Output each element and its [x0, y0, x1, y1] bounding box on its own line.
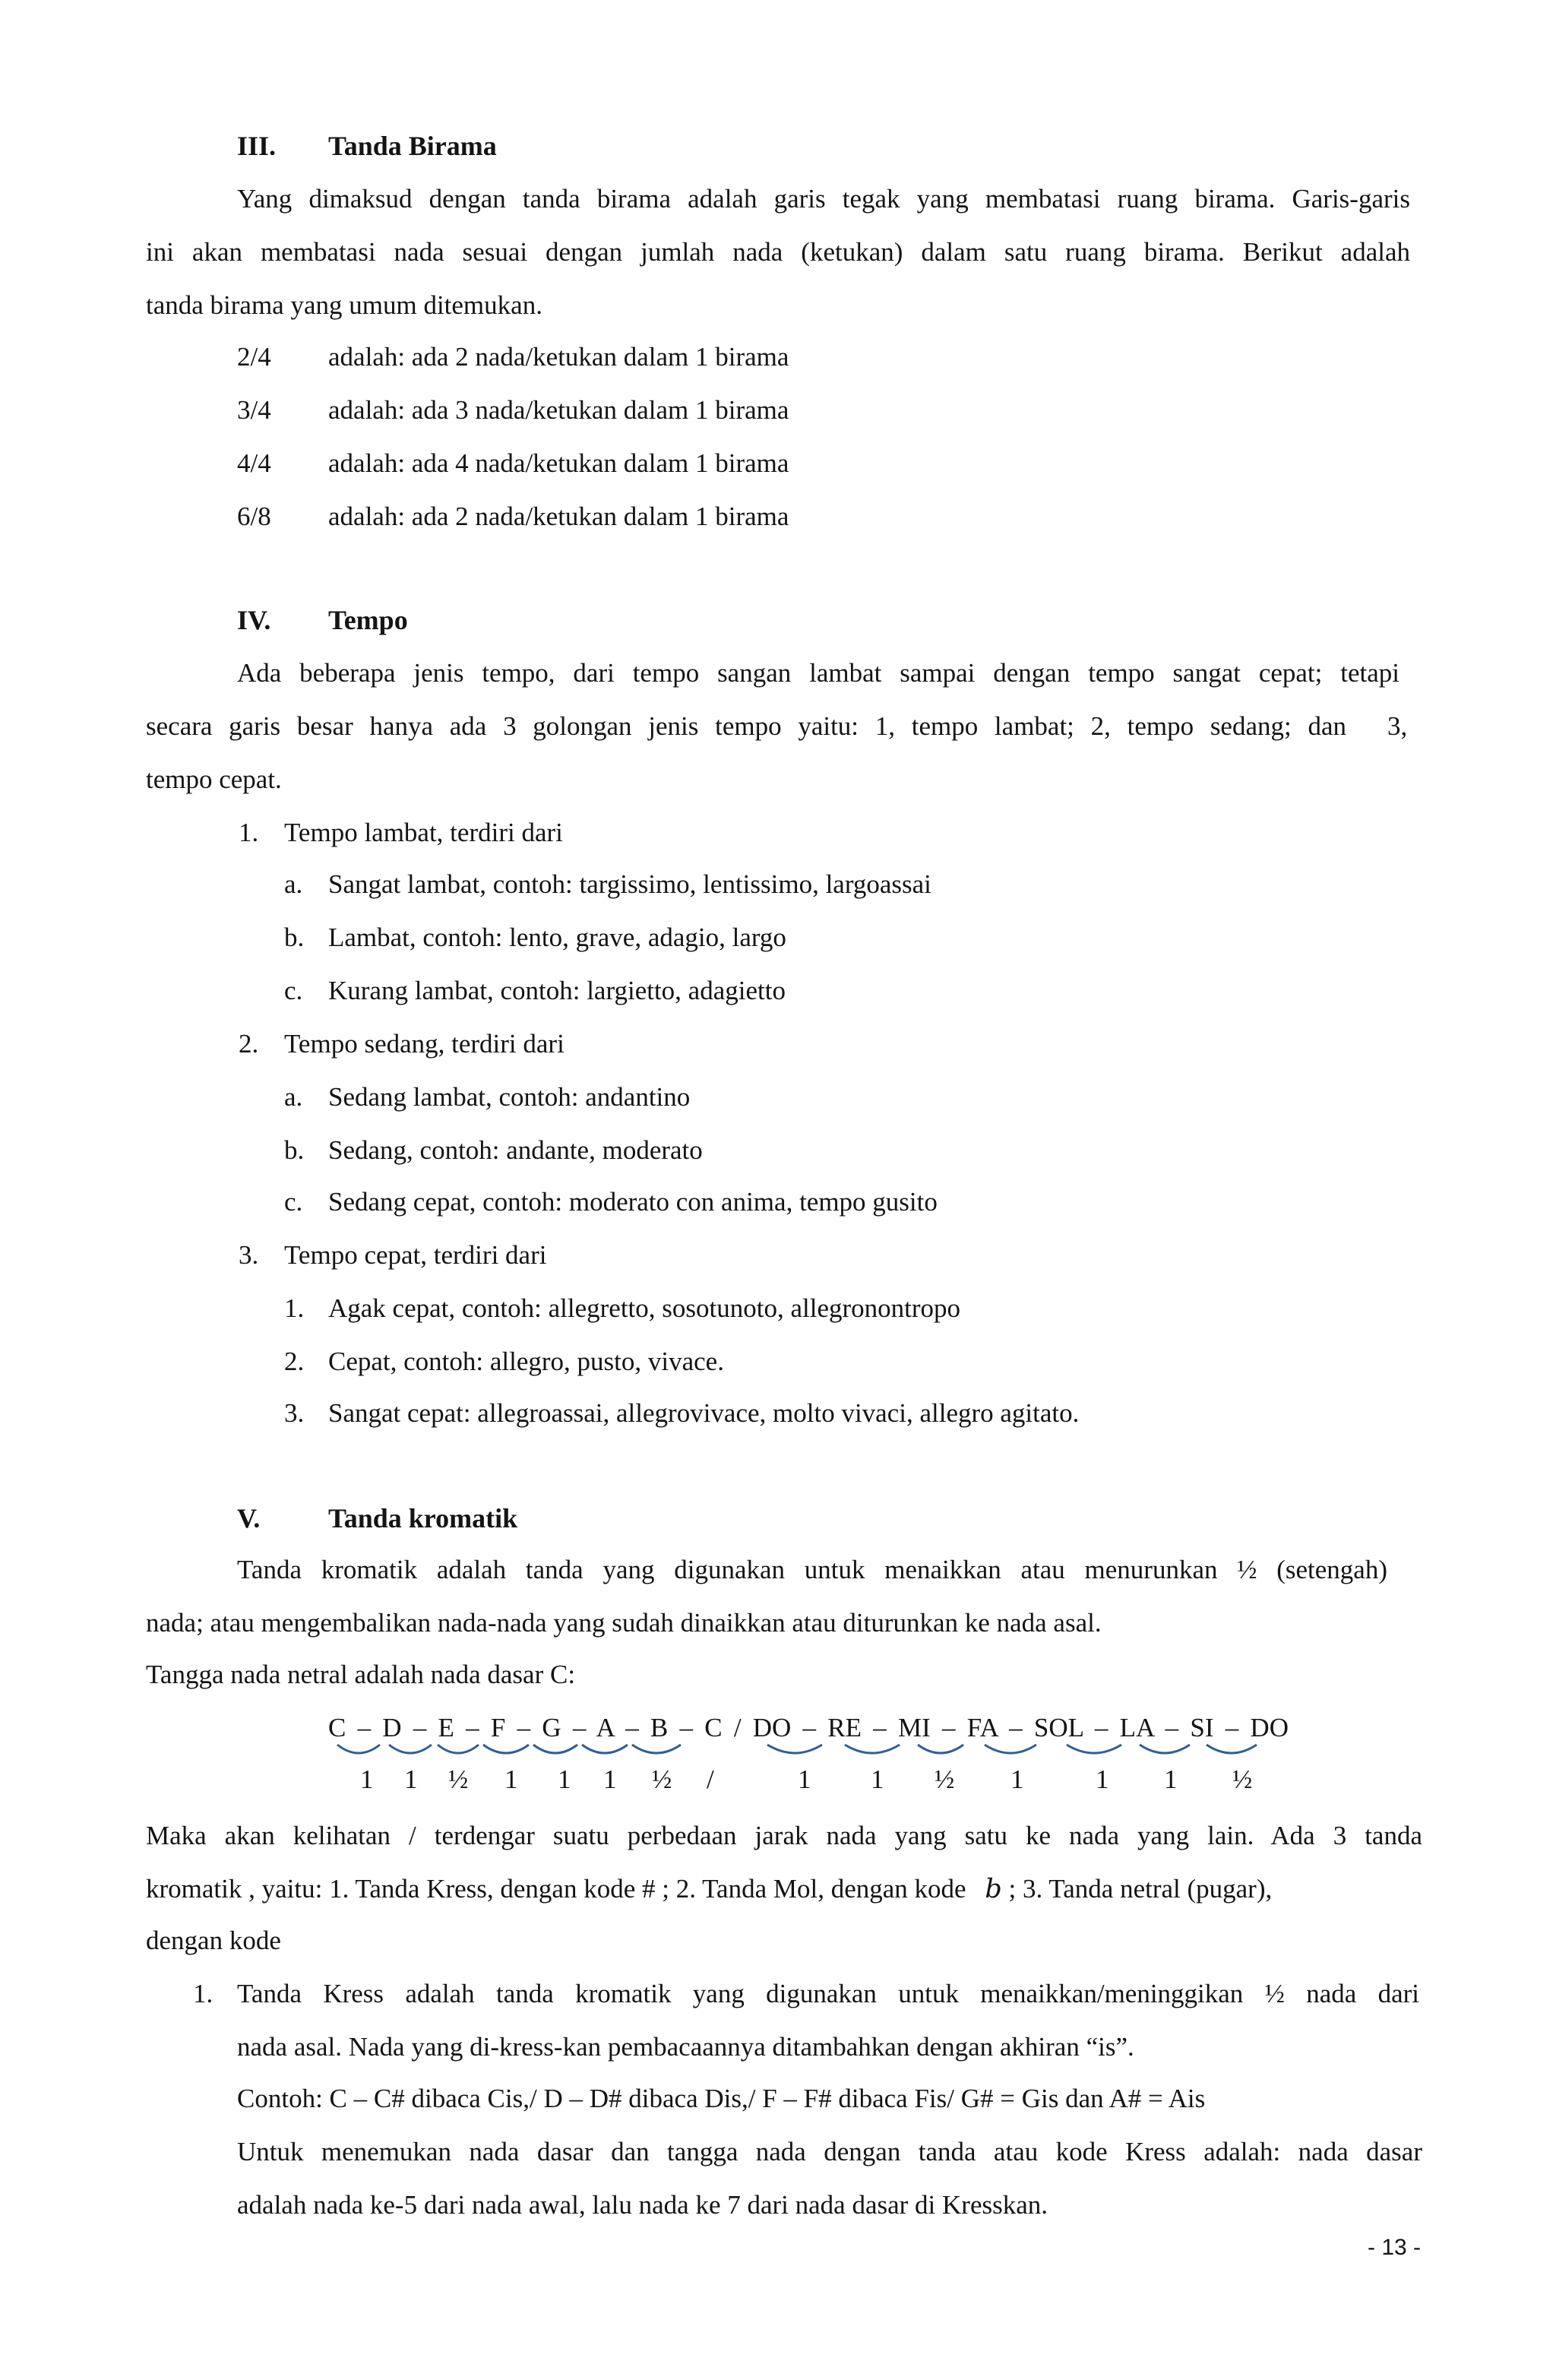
interval-arc: [483, 1745, 529, 1753]
scale-intro: Tangga nada netral adalah nada dasar C:: [146, 1660, 576, 1689]
interval-arc: [918, 1745, 963, 1753]
page-number: - 13 -: [1368, 2235, 1422, 2260]
section-3-title: Tanda Birama: [328, 131, 497, 161]
tempo-item-mark: 1.: [284, 1293, 305, 1323]
flat-symbol: b: [985, 1874, 1002, 1904]
tempo-group-label: Tempo lambat, terdiri dari: [284, 818, 563, 847]
time-signature-desc: adalah: ada 2 nada/ketukan dalam 1 birama: [328, 342, 789, 372]
section-5-para2-line: [146, 1874, 1272, 1904]
time-signature: 3/4: [237, 395, 271, 425]
kromatik-item-line: Contoh: C – C# dibaca Cis,/ D – D# dibaca Dis,/ F – F# dibaca Fis/ G# = Gis dan A# = Ais: [237, 2084, 1206, 2113]
time-signature-desc: adalah: ada 2 nada/ketukan dalam 1 birama: [328, 502, 789, 531]
tempo-item-mark: c.: [284, 1187, 303, 1217]
interval-value: 1: [871, 1764, 884, 1794]
interval-value: 1: [360, 1764, 374, 1794]
section-4-para-line-end: 3,: [1387, 711, 1408, 741]
interval-value: 1: [404, 1764, 418, 1794]
interval-separator: /: [707, 1764, 714, 1794]
section-5-para2-line: dengan kode: [146, 1926, 281, 1955]
section-4-para-line: secara garis besar hanya ada 3 golongan jenis tempo yaitu: 1, tempo lambat; 2, tempo sedang; dan: [146, 711, 1346, 741]
interval-arc: [438, 1745, 479, 1753]
interval-arc: [1207, 1745, 1257, 1753]
interval-arc: [533, 1745, 577, 1753]
interval-arc: [845, 1745, 900, 1753]
interval-arc: [1067, 1745, 1121, 1753]
interval-arc: [1140, 1745, 1190, 1753]
section-5-para2-line: Maka akan kelihatan / terdengar suatu perbedaan jarak nada yang satu ke nada yang lain. Ada 3 tanda: [146, 1821, 1422, 1850]
section-4-para-line: Ada beberapa jenis tempo, dari tempo sangan lambat sampai dengan tempo sangat cepat; tetapi: [237, 658, 1399, 688]
para2-text: ; 3. Tanda netral (pugar),: [1008, 1874, 1273, 1904]
kromatik-item-line: Tanda Kress adalah tanda kromatik yang digunakan untuk menaikkan/meninggikan ½ nada dari: [237, 1979, 1419, 2008]
interval-value: 1: [603, 1764, 617, 1794]
interval-arc: [389, 1745, 432, 1753]
interval-value: ½: [935, 1764, 955, 1794]
tempo-item-mark: a.: [284, 869, 303, 899]
interval-value: ½: [1232, 1764, 1253, 1794]
section-5-title: Tanda kromatik: [328, 1503, 518, 1533]
tempo-group-number: 3.: [239, 1240, 259, 1270]
section-4-title: Tempo: [328, 605, 408, 635]
interval-arc: [767, 1745, 822, 1753]
section-4-numeral: IV.: [237, 605, 271, 635]
kromatik-item-number: 1.: [193, 1979, 213, 2008]
tempo-item-text: Sangat lambat, contoh: targissimo, lentissimo, largoassai: [328, 869, 931, 899]
section-4-para-line: tempo cepat.: [146, 764, 282, 794]
para2-text: kromatik , yaitu: 1. Tanda Kress, dengan kode # ; 2. Tanda Mol, dengan kode: [146, 1874, 966, 1904]
tempo-item-text: Cepat, contoh: allegro, pusto, vivace.: [328, 1347, 724, 1376]
interval-arc: [632, 1745, 681, 1753]
interval-value: 1: [558, 1764, 571, 1794]
interval-value: 1: [1010, 1764, 1024, 1794]
time-signature-desc: adalah: ada 4 nada/ketukan dalam 1 birama: [328, 448, 789, 478]
tempo-item-mark: b.: [284, 1135, 305, 1165]
tempo-item-mark: 2.: [284, 1347, 305, 1376]
interval-value: 1: [504, 1764, 518, 1794]
tempo-item-text: Lambat, contoh: lento, grave, adagio, largo: [328, 923, 786, 952]
tempo-item-text: Sedang cepat, contoh: moderato con anima, tempo gusito: [328, 1187, 938, 1217]
tempo-item-text: Sangat cepat: allegroassai, allegrovivace, molto vivaci, allegro agitato.: [328, 1398, 1080, 1428]
tempo-item-mark: a.: [284, 1082, 303, 1112]
time-signature: 2/4: [237, 342, 271, 372]
section-5-para-line: Tanda kromatik adalah tanda yang digunakan untuk menaikkan atau menurunkan ½ (setengah): [237, 1555, 1387, 1584]
interval-arc: [985, 1745, 1036, 1753]
tempo-item-mark: b.: [284, 923, 305, 952]
section-5-para-line: nada; atau mengembalikan nada-nada yang sudah dinaikkan atau diturunkan ke nada asal.: [146, 1608, 1102, 1638]
section-3-numeral: III.: [237, 131, 277, 161]
section-3-para-line: ini akan membatasi nada sesuai dengan jumlah nada (ketukan) dalam satu ruang birama. Berikut adalah: [146, 237, 1410, 267]
tempo-item-mark: 3.: [284, 1398, 305, 1428]
interval-value: 1: [798, 1764, 811, 1794]
interval-arc: [337, 1745, 380, 1753]
tempo-group-label: Tempo cepat, terdiri dari: [284, 1240, 547, 1270]
tempo-item-text: Kurang lambat, contoh: largietto, adagietto: [328, 976, 786, 1005]
time-signature: 6/8: [237, 502, 271, 531]
interval-value: ½: [652, 1764, 672, 1794]
tempo-group-number: 2.: [239, 1029, 259, 1059]
time-signature: 4/4: [237, 448, 271, 478]
scale-notes: C – D – E – F – G – A – B – C / DO – RE – MI – FA – SOL – LA – SI – DO: [328, 1713, 1289, 1742]
interval-value: ½: [448, 1764, 469, 1794]
kromatik-item-line: nada asal. Nada yang di-kress-kan pembacaannya ditambahkan dengan akhiran “is”.: [237, 2032, 1134, 2062]
tempo-item-text: Agak cepat, contoh: allegretto, sosotunoto, allegronontropo: [328, 1293, 961, 1323]
interval-value: 1: [1096, 1764, 1109, 1794]
tempo-item-text: Sedang, contoh: andante, moderato: [328, 1135, 703, 1165]
kromatik-item-line: adalah nada ke-5 dari nada awal, lalu nada ke 7 dari nada dasar di Kresskan.: [237, 2190, 1048, 2220]
tempo-item-mark: c.: [284, 976, 303, 1005]
interval-value: 1: [1164, 1764, 1178, 1794]
tempo-group-number: 1.: [239, 818, 259, 847]
section-3-para-line: tanda birama yang umum ditemukan.: [146, 290, 542, 320]
interval-arc: [582, 1745, 628, 1753]
section-5-numeral: V.: [237, 1503, 261, 1533]
time-signature-desc: adalah: ada 3 nada/ketukan dalam 1 birama: [328, 395, 789, 425]
tempo-item-text: Sedang lambat, contoh: andantino: [328, 1082, 691, 1112]
tempo-group-label: Tempo sedang, terdiri dari: [284, 1029, 565, 1059]
kromatik-item-line: Untuk menemukan nada dasar dan tangga nada dengan tanda atau kode Kress adalah: nada dasar: [237, 2137, 1422, 2166]
section-3-para-line: Yang dimaksud dengan tanda birama adalah garis tegak yang membatasi ruang birama. Garis-garis: [237, 184, 1410, 214]
